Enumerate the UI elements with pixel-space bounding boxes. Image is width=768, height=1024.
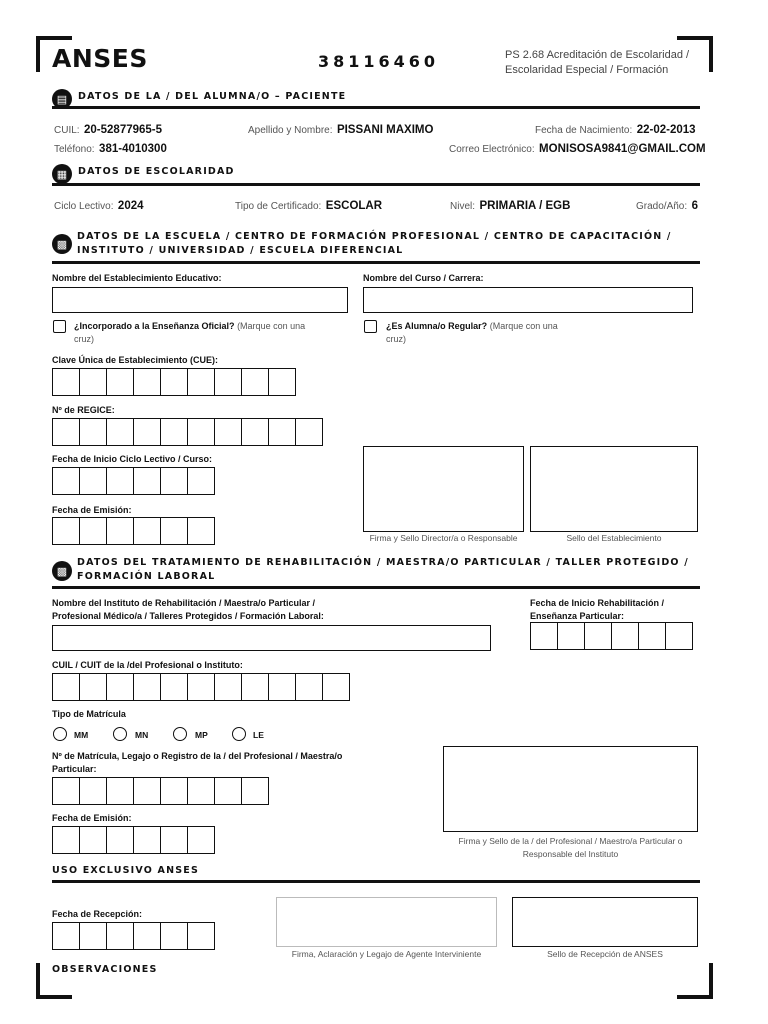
name-label: Apellido y Nombre: — [248, 125, 333, 136]
document-icon: ▤ — [52, 89, 72, 109]
course-input[interactable] — [363, 287, 693, 313]
cuit-input[interactable] — [52, 673, 350, 701]
section-title-school-line2: INSTITUTO / UNIVERSIDAD / ESCUELA DIFERENCIAL — [77, 245, 404, 256]
director-signature-box[interactable] — [363, 446, 524, 532]
input-cell[interactable] — [79, 673, 107, 701]
agent-signature-box[interactable] — [276, 897, 497, 947]
cuil-value: 20-52877965-5 — [84, 124, 163, 136]
input-cell[interactable] — [268, 368, 296, 396]
input-cell[interactable] — [187, 467, 215, 495]
input-cell[interactable] — [133, 777, 161, 805]
section-title-anses: USO EXCLUSIVO ANSES — [52, 865, 200, 876]
input-cell[interactable] — [106, 517, 134, 545]
year-row — [54, 196, 144, 214]
input-cell[interactable] — [187, 368, 215, 396]
input-cell[interactable] — [79, 467, 107, 495]
input-cell[interactable] — [322, 673, 350, 701]
phone-row — [54, 139, 167, 157]
professional-signature-box[interactable] — [443, 746, 698, 832]
matricula-radio-le[interactable] — [232, 727, 246, 741]
input-cell[interactable] — [106, 418, 134, 446]
form-title-line1: PS 2.68 Acreditación de Escolaridad / — [505, 49, 690, 61]
input-cell[interactable] — [52, 673, 80, 701]
input-cell[interactable] — [241, 777, 269, 805]
establishment-seal-caption: Sello del Establecimiento — [566, 533, 662, 543]
section-title-school-line1: DATOS DE LA ESCUELA / CENTRO DE FORMACIÓN PROFESIONAL / CENTRO DE CAPACITACIÓN / — [77, 231, 672, 242]
section-title-schooling: DATOS DE ESCOLARIDAD — [78, 166, 235, 177]
divider — [52, 880, 700, 883]
institute-label-line1: Nombre del Instituto de Rehabilitación / Maestra/o Particular / — [52, 598, 316, 608]
section-title-student: DATOS DE LA / DEL ALUMNA/O – PACIENTE — [78, 91, 347, 102]
input-cell[interactable] — [106, 777, 134, 805]
regular-question — [386, 320, 636, 346]
establishment-seal-box[interactable] — [530, 446, 698, 532]
cuil-row — [54, 120, 162, 138]
matricula-radio-mm[interactable] — [53, 727, 67, 741]
input-cell[interactable] — [160, 467, 188, 495]
registration-input[interactable] — [52, 777, 269, 805]
cue-input[interactable] — [52, 368, 296, 396]
input-cell[interactable] — [133, 922, 161, 950]
year-value: 2024 — [117, 200, 144, 212]
rehab-start-label-line2: Enseñanza Particular: — [530, 611, 625, 621]
form-title-line2: Escolaridad Especial / Formación — [505, 64, 669, 76]
input-cell[interactable] — [584, 622, 612, 650]
input-cell[interactable] — [268, 418, 296, 446]
anses-seal-box[interactable] — [512, 897, 698, 947]
matricula-radio-mn[interactable] — [113, 727, 127, 741]
matricula-option-le: LE — [253, 730, 264, 740]
input-cell[interactable] — [160, 922, 188, 950]
regice-label: Nº de REGICE: — [52, 405, 115, 415]
divider — [52, 586, 700, 589]
professional-signature-caption — [443, 835, 698, 861]
input-cell[interactable] — [52, 777, 80, 805]
official-question — [74, 320, 324, 346]
name-row — [248, 120, 433, 138]
input-cell[interactable] — [133, 368, 161, 396]
treatment-issue-input[interactable] — [52, 826, 215, 854]
year-label: Ciclo Lectivo: — [54, 201, 114, 212]
level-value: PRIMARIA / EGB — [479, 200, 571, 212]
input-cell[interactable] — [106, 922, 134, 950]
input-cell[interactable] — [133, 826, 161, 854]
input-cell[interactable] — [52, 826, 80, 854]
agent-signature-caption: Firma, Aclaración y Legajo de Agente Interviniente — [291, 949, 482, 959]
registration-label-line2: Particular: — [52, 764, 97, 774]
email-label: Correo Electrónico: — [449, 144, 535, 155]
level-row — [450, 196, 570, 214]
input-cell[interactable] — [160, 777, 188, 805]
regice-input[interactable] — [52, 418, 323, 446]
regular-hint: (Marque con una — [489, 321, 558, 331]
input-cell[interactable] — [52, 517, 80, 545]
input-cell[interactable] — [79, 922, 107, 950]
establishment-label: Nombre del Establecimiento Educativo: — [52, 273, 222, 283]
institute-label-line2: Profesional Médico/a / Talleres Protegidos / Formación Laboral: — [52, 611, 324, 621]
input-cell[interactable] — [268, 673, 296, 701]
dob-value: 22-02-2013 — [636, 124, 696, 136]
input-cell[interactable] — [187, 826, 215, 854]
divider — [52, 261, 700, 264]
matricula-option-mm: MM — [74, 730, 89, 740]
input-cell[interactable] — [187, 922, 215, 950]
section-title-treatment-line2: FORMACIÓN LABORAL — [77, 571, 216, 582]
input-cell[interactable] — [79, 418, 107, 446]
section-title-treatment — [77, 556, 689, 584]
dob-row — [535, 120, 696, 138]
input-cell[interactable] — [187, 517, 215, 545]
building-icon: ▩ — [52, 234, 72, 254]
institute-label — [52, 597, 324, 623]
matricula-label: Tipo de Matrícula — [52, 709, 126, 719]
input-cell[interactable] — [52, 922, 80, 950]
input-cell[interactable] — [214, 673, 242, 701]
registration-label — [52, 750, 342, 776]
phone-label: Teléfono: — [54, 144, 95, 155]
cuit-label: CUIL / CUIT de la /del Profesional o Instituto: — [52, 660, 243, 670]
section-title-treatment-line1: DATOS DEL TRATAMIENTO DE REHABILITACIÓN / MAESTRA/O PARTICULAR / TALLER PROTEGIDO / — [77, 557, 689, 568]
input-cell[interactable] — [241, 418, 269, 446]
building-icon: ▩ — [52, 561, 72, 581]
input-cell[interactable] — [106, 673, 134, 701]
phone-value: 381-4010300 — [99, 143, 167, 155]
input-cell[interactable] — [160, 418, 188, 446]
grade-label: Grado/Año: — [636, 201, 688, 212]
input-cell[interactable] — [79, 517, 107, 545]
registration-label-line1: Nº de Matrícula, Legajo o Registro de la / del Profesional / Maestra/o — [52, 751, 343, 761]
input-cell[interactable] — [79, 368, 107, 396]
issue-date-label: Fecha de Emisión: — [52, 505, 132, 515]
input-cell[interactable] — [106, 368, 134, 396]
input-cell[interactable] — [187, 777, 215, 805]
input-cell[interactable] — [79, 826, 107, 854]
anses-seal-caption: Sello de Recepción de ANSES — [547, 949, 663, 959]
course-label: Nombre del Curso / Carrera: — [363, 273, 484, 283]
institute-input[interactable] — [52, 625, 491, 651]
name-value: PISSANI MAXIMO — [336, 124, 434, 136]
email-value: MONISOSA9841@GMAIL.COM — [539, 143, 706, 155]
input-cell[interactable] — [106, 467, 134, 495]
input-cell[interactable] — [160, 517, 188, 545]
divider — [52, 183, 700, 186]
official-hint-2: cruz) — [74, 334, 94, 344]
input-cell[interactable] — [133, 418, 161, 446]
corner-bottom-right — [677, 963, 713, 999]
input-cell[interactable] — [79, 777, 107, 805]
input-cell[interactable] — [133, 673, 161, 701]
cert-value: ESCOLAR — [325, 200, 383, 212]
input-cell[interactable] — [295, 418, 323, 446]
official-hint: (Marque con una — [237, 321, 306, 331]
input-cell[interactable] — [557, 622, 585, 650]
rehab-start-input[interactable] — [530, 622, 693, 650]
input-cell[interactable] — [133, 467, 161, 495]
input-cell[interactable] — [160, 673, 188, 701]
level-label: Nivel: — [450, 201, 476, 212]
input-cell[interactable] — [241, 673, 269, 701]
input-cell[interactable] — [295, 673, 323, 701]
anses-logo: ANSES — [52, 44, 148, 73]
input-cell[interactable] — [160, 826, 188, 854]
cuil-label: CUIL: — [54, 125, 80, 136]
cue-label: Clave Única de Establecimiento (CUE): — [52, 355, 219, 365]
cert-row — [235, 196, 382, 214]
input-cell[interactable] — [160, 368, 188, 396]
matricula-option-mp: MP — [195, 730, 208, 740]
matricula-option-mn: MN — [135, 730, 149, 740]
regular-hint-2: cruz) — [386, 334, 406, 344]
grade-row — [636, 196, 698, 214]
input-cell[interactable] — [241, 368, 269, 396]
input-cell[interactable] — [106, 826, 134, 854]
cert-label: Tipo de Certificado: — [235, 201, 322, 212]
input-cell[interactable] — [214, 777, 242, 805]
input-cell[interactable] — [187, 418, 215, 446]
observations-title: OBSERVACIONES — [52, 964, 158, 975]
director-signature-caption: Firma y Sello Director/a o Responsable — [369, 533, 518, 543]
form-title — [505, 48, 689, 78]
input-cell[interactable] — [530, 622, 558, 650]
professional-caption-line2: Responsable del Instituto — [522, 849, 619, 859]
treatment-issue-label: Fecha de Emisión: — [52, 813, 132, 823]
rehab-start-label — [530, 597, 664, 623]
input-cell[interactable] — [638, 622, 666, 650]
book-icon: ▦ — [52, 164, 72, 184]
input-cell[interactable] — [187, 673, 215, 701]
section-title-school — [77, 230, 672, 258]
input-cell[interactable] — [611, 622, 639, 650]
input-cell[interactable] — [214, 418, 242, 446]
input-cell[interactable] — [52, 368, 80, 396]
regular-question-text: ¿Es Alumna/o Regular? — [386, 321, 488, 331]
divider — [52, 106, 700, 109]
document-number: 38116460 — [318, 52, 440, 71]
start-date-label: Fecha de Inicio Ciclo Lectivo / Curso: — [52, 454, 213, 464]
matricula-radio-mp[interactable] — [173, 727, 187, 741]
input-cell[interactable] — [665, 622, 693, 650]
reception-date-label: Fecha de Recepción: — [52, 909, 143, 919]
professional-caption-line1: Firma y Sello de la / del Profesional / Maestro/a Particular o — [458, 836, 683, 846]
regular-checkbox[interactable] — [364, 320, 377, 333]
official-checkbox[interactable] — [53, 320, 66, 333]
dob-label: Fecha de Nacimiento: — [535, 125, 633, 136]
input-cell[interactable] — [52, 418, 80, 446]
rehab-start-label-line1: Fecha de Inicio Rehabilitación / — [530, 598, 665, 608]
input-cell[interactable] — [133, 517, 161, 545]
input-cell[interactable] — [214, 368, 242, 396]
email-row — [449, 139, 706, 157]
start-date-input[interactable] — [52, 467, 215, 495]
issue-date-input[interactable] — [52, 517, 215, 545]
official-question-text: ¿Incorporado a la Enseñanza Oficial? — [74, 321, 235, 331]
input-cell[interactable] — [52, 467, 80, 495]
reception-date-input[interactable] — [52, 922, 215, 950]
establishment-input[interactable] — [52, 287, 348, 313]
grade-value: 6 — [691, 200, 699, 212]
